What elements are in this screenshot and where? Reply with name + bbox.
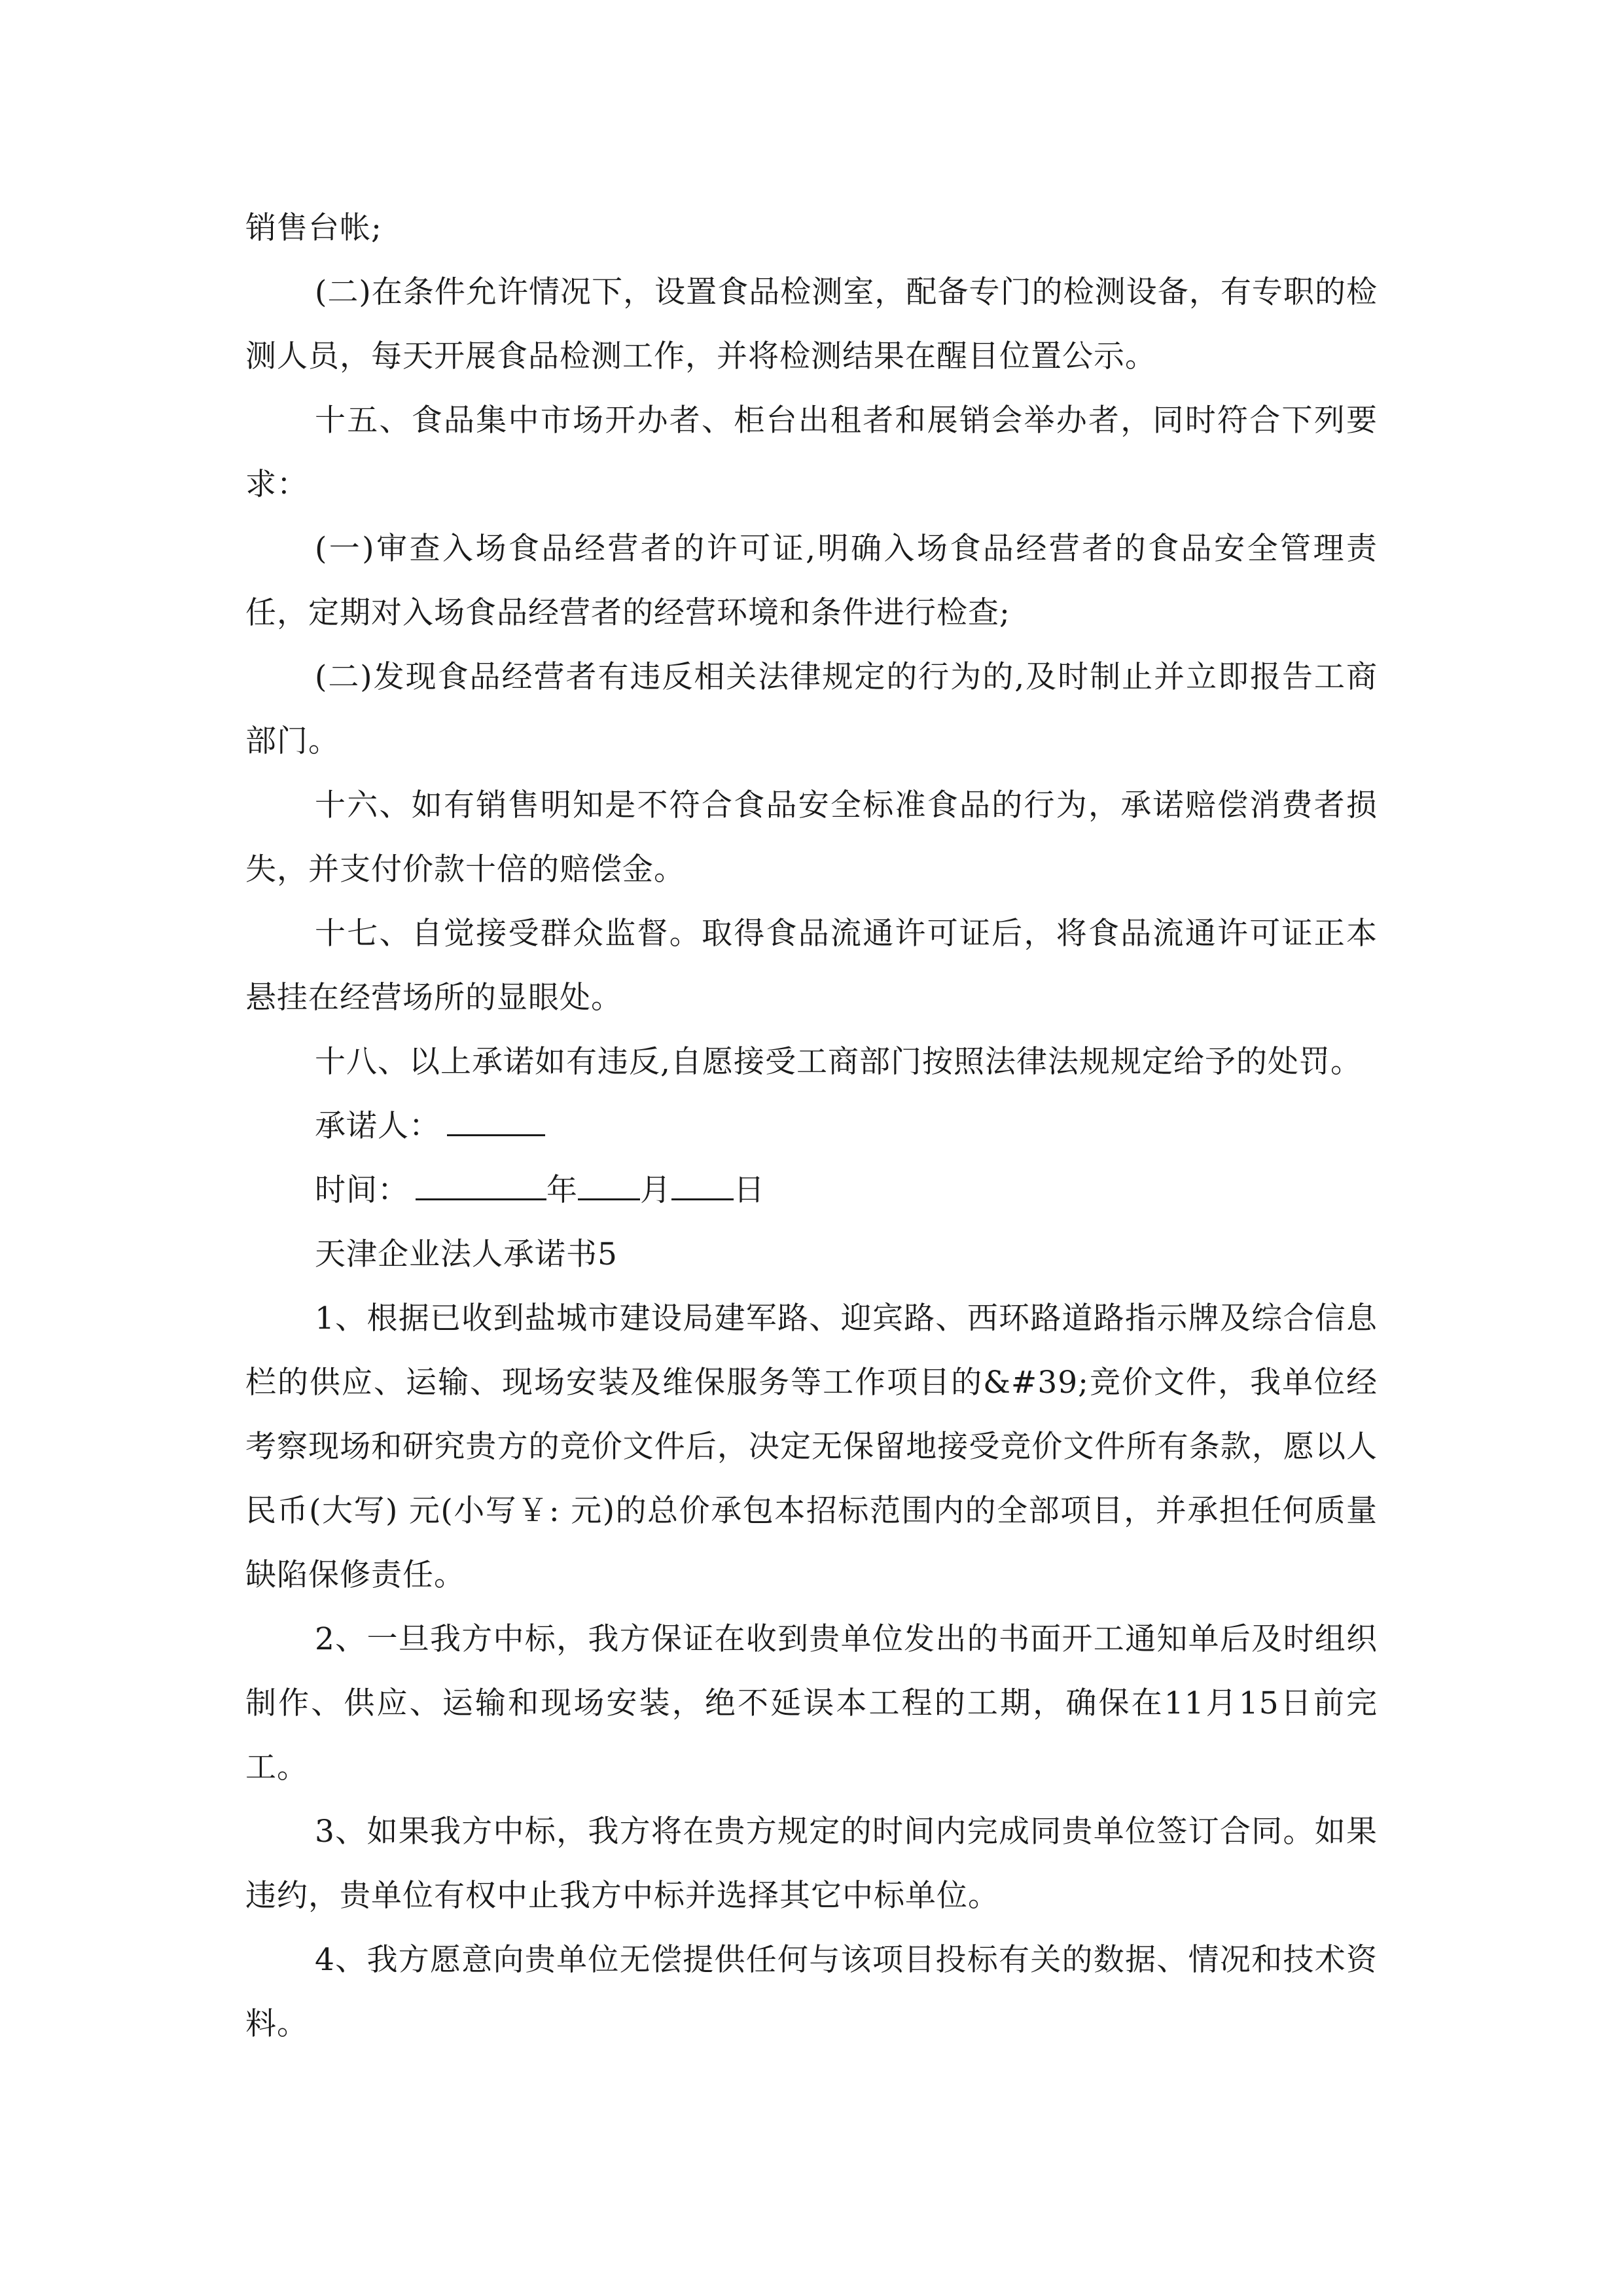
- day-blank: [671, 1172, 734, 1200]
- day-label: 日: [734, 1172, 765, 1208]
- section-title: 天津企业法人承诺书5: [315, 1236, 618, 1272]
- paragraph-clause-15-item-1: (一)审查入场食品经营者的许可证,明确入场食品经营者的食品安全管理责任，定期对入场食品经营者的经营环境和条件进行检查;: [245, 531, 1378, 631]
- section-paragraph-3: 3、如果我方中标，我方将在贵方规定的时间内完成同贵单位签订合同。如果违约，贵单位有权中止我方中标并选择其它中标单位。: [245, 1814, 1378, 1914]
- date-line: [245, 1158, 1378, 1223]
- section-paragraph-4: 4、我方愿意向贵单位无偿提供任何与该项目投标有关的数据、情况和技术资料。: [245, 1942, 1378, 2042]
- promisor-line: [245, 1094, 1378, 1158]
- paragraph-clause-17: 十七、自觉接受群众监督。取得食品流通许可证后，将食品流通许可证正本悬挂在经营场所的显眼处。: [245, 916, 1378, 1016]
- section-paragraph-1: 1、根据已收到盐城市建设局建军路、迎宾路、西环路道路指示牌及综合信息栏的供应、运输、现场安装及维保服务等工作项目的&#39;竞价文件，我单位经考察现场和研究贵方的竞价文件后，决定无保留地接受竞价文件所有条款，愿以人民币(大写) 元(小写￥: 元)的总价承包本招标范围内的全部项目，并承担任何质量缺陷保修责任。: [245, 1300, 1378, 1593]
- paragraph-testing-room: (二)在条件允许情况下，设置食品检测室，配备专门的检测设备，有专职的检测人员，每天开展食品检测工作，并将检测结果在醒目位置公示。: [245, 274, 1378, 374]
- section-paragraph-2: 2、一旦我方中标，我方保证在收到贵单位发出的书面开工通知单后及时组织制作、供应、运输和现场安装，绝不延误本工程的工期，确保在11月15日前完工。: [245, 1621, 1378, 1785]
- paragraph-ledger: 销售台帐;: [245, 210, 382, 246]
- month-blank: [578, 1172, 640, 1200]
- time-label: 时间：: [315, 1172, 409, 1208]
- paragraph-clause-15: 十五、食品集中市场开办者、柜台出租者和展销会举办者，同时符合下列要求：: [245, 403, 1378, 503]
- paragraph-clause-18: 十八、以上承诺如有违反,自愿接受工商部门按照法律法规规定给予的处罚。: [315, 1044, 1362, 1080]
- month-label: 月: [640, 1172, 671, 1208]
- promisor-label: 承诺人：: [315, 1108, 440, 1144]
- paragraph-clause-16: 十六、如有销售明知是不符合食品安全标准食品的行为，承诺赔偿消费者损失，并支付价款十倍的赔偿金。: [245, 787, 1378, 888]
- document-body: [245, 196, 1378, 2056]
- year-label: 年: [546, 1172, 578, 1208]
- paragraph-clause-15-item-2: (二)发现食品经营者有违反相关法律规定的行为的,及时制止并立即报告工商部门。: [245, 659, 1378, 759]
- promisor-blank: [447, 1108, 545, 1136]
- year-blank: [416, 1172, 546, 1200]
